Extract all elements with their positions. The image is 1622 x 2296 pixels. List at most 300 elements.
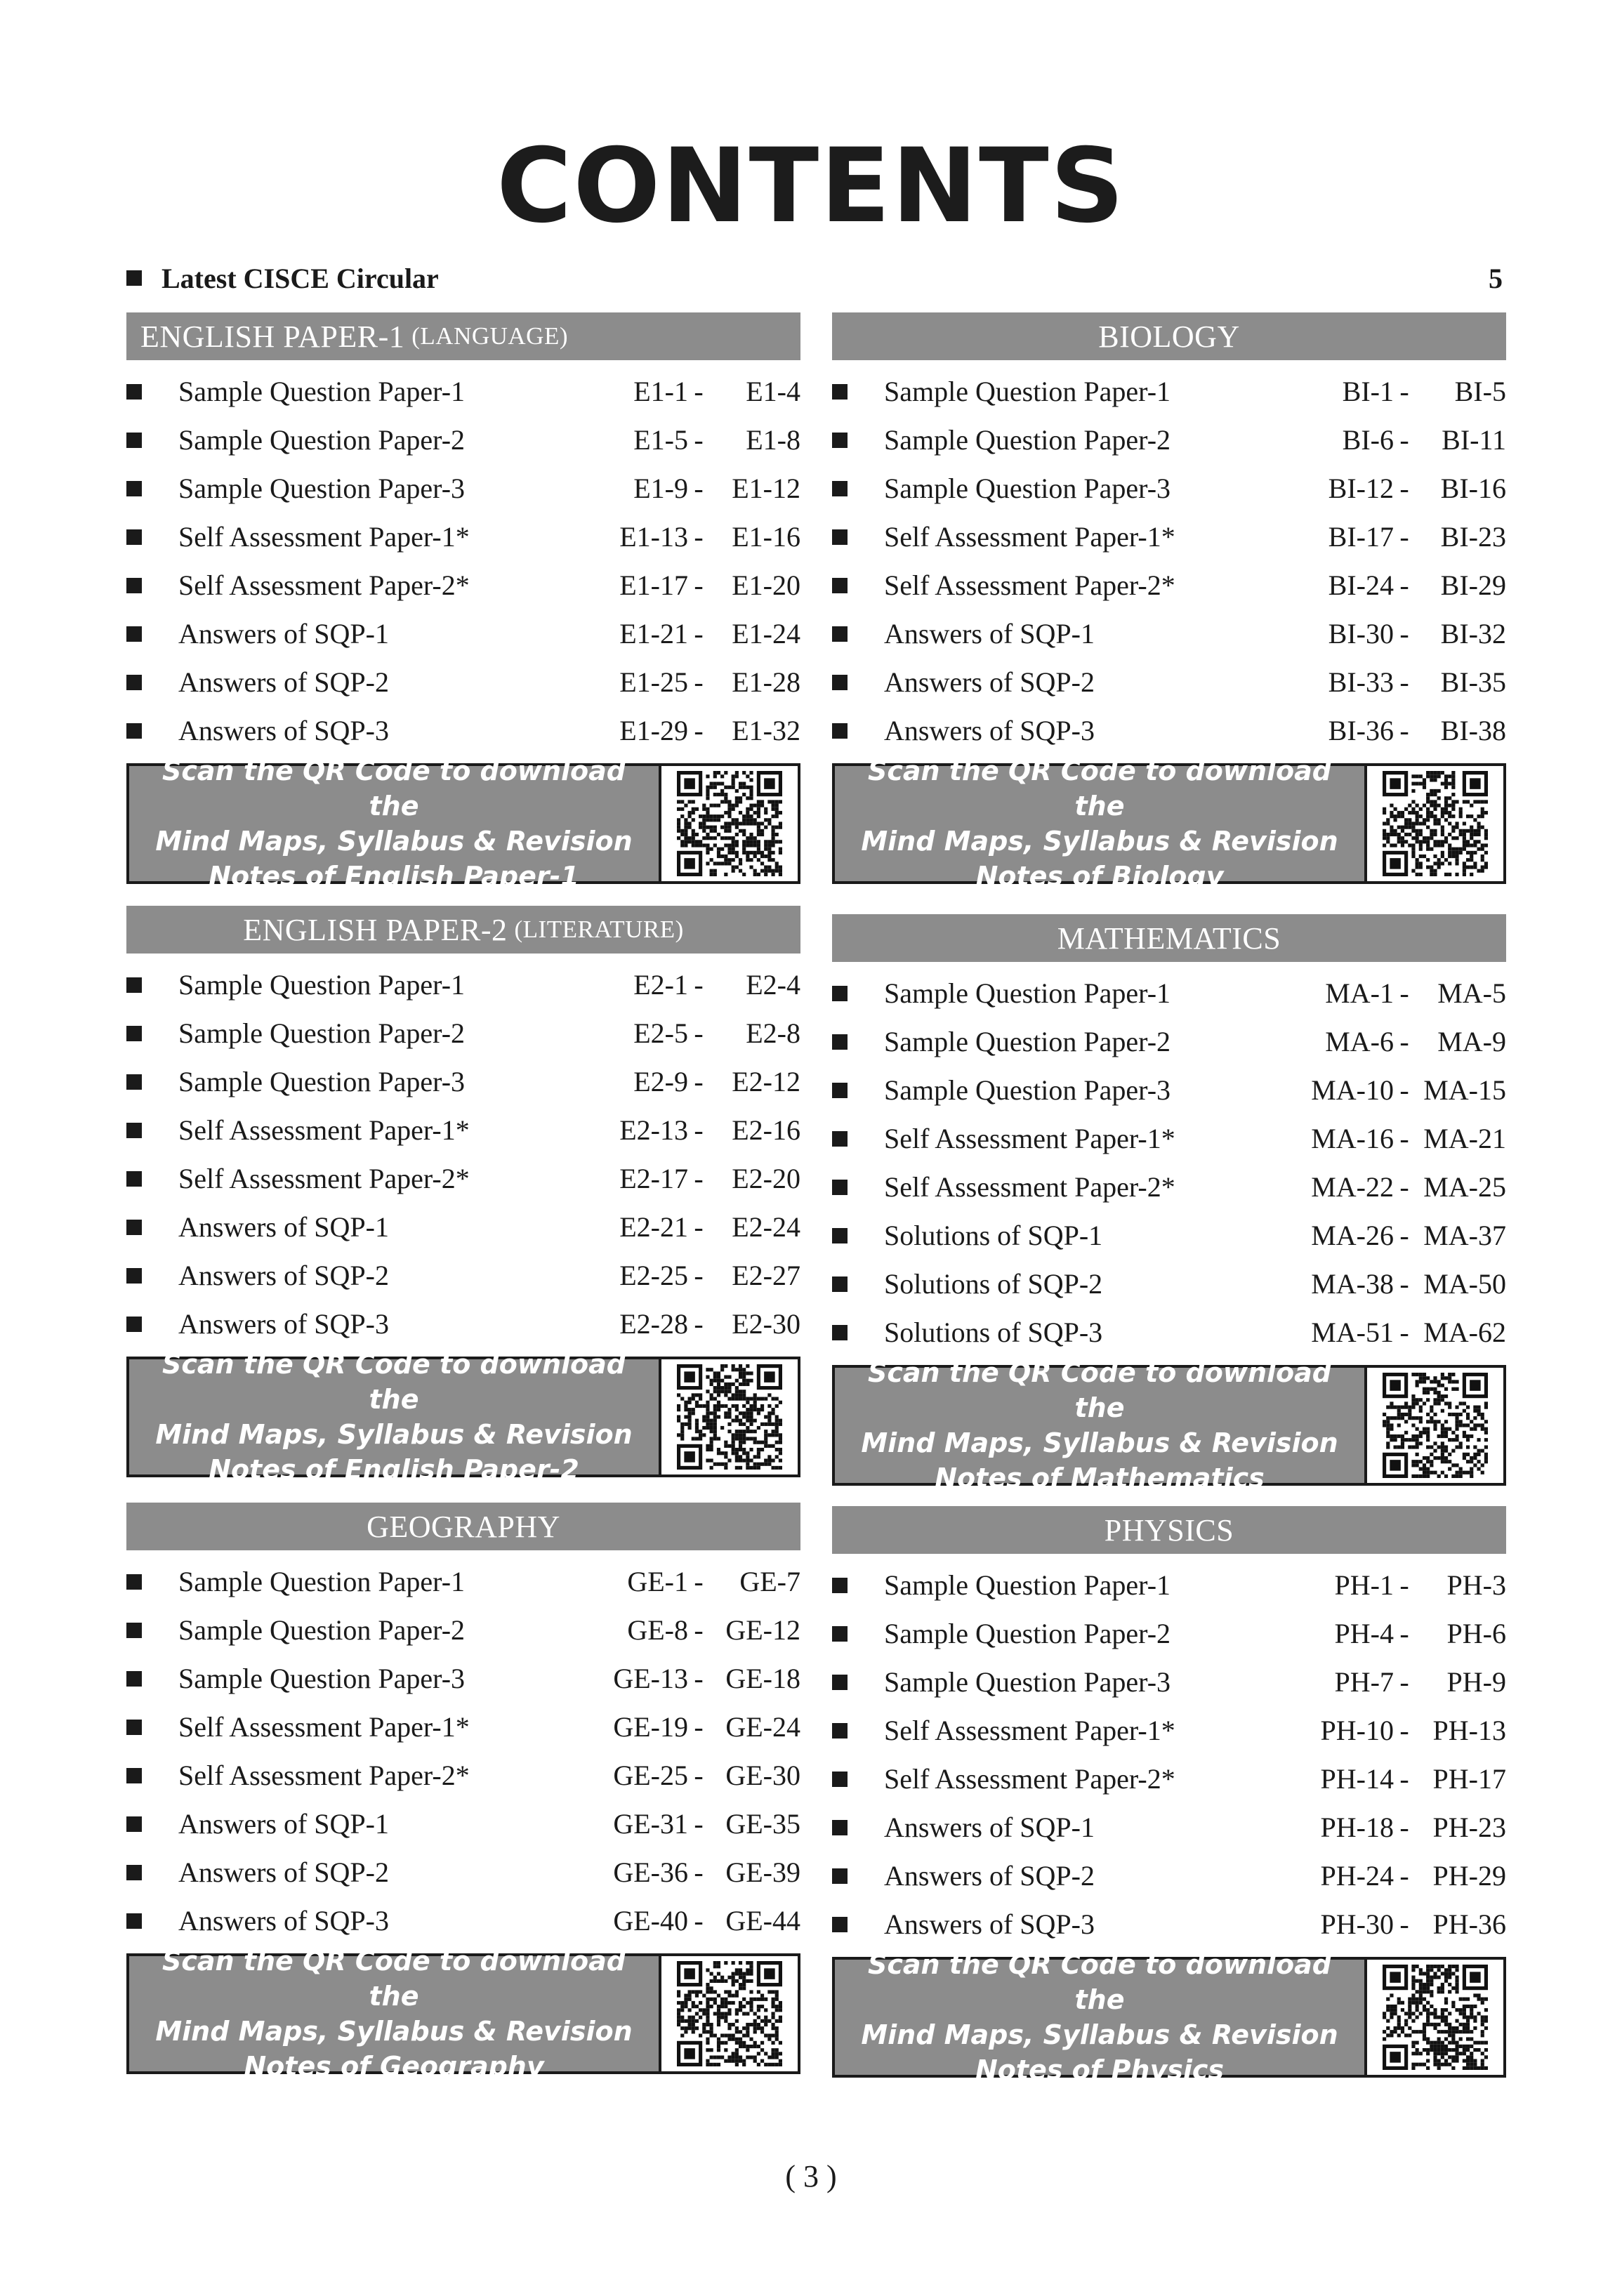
page-range-start: GE-19 <box>613 1711 688 1743</box>
page-range-end: E2-20 <box>732 1163 800 1194</box>
range-separator: - <box>1399 1268 1409 1300</box>
page-range-start: PH-24 <box>1320 1860 1394 1892</box>
row-label: Answers of SQP-1 <box>178 618 389 649</box>
page-range-start: GE-25 <box>613 1760 688 1791</box>
page-range-start: GE-31 <box>613 1808 688 1840</box>
range-separator: - <box>694 1066 704 1097</box>
page-range-end: E2-30 <box>732 1308 800 1340</box>
square-bullet-icon <box>126 270 142 286</box>
page-range-start: GE-36 <box>613 1856 688 1888</box>
qr-caption-note: Notes of Geography <box>244 2051 544 2082</box>
qr-code-icon[interactable] <box>1367 1960 1503 2075</box>
page-number: ( 3 ) <box>785 2159 837 2193</box>
page-range-end: PH-29 <box>1432 1860 1506 1892</box>
contents-row[interactable] <box>832 416 1506 464</box>
square-bullet-icon <box>126 1671 142 1687</box>
page-range-start: PH-18 <box>1320 1812 1394 1843</box>
page-range-end: E2-27 <box>732 1260 800 1291</box>
contents-row[interactable] <box>832 658 1506 706</box>
section-subtitle: (LANGUAGE) <box>411 322 568 350</box>
qr-caption-line: Scan the QR Code to download the <box>868 1949 1331 2015</box>
contents-row[interactable] <box>126 1251 800 1300</box>
page-range-end: PH-17 <box>1432 1763 1506 1795</box>
range-separator: - <box>1399 1812 1409 1843</box>
range-separator: - <box>1399 1763 1409 1795</box>
range-separator: - <box>1399 1220 1409 1251</box>
row-label: Self Assessment Paper-2* <box>884 1171 1175 1203</box>
range-separator: - <box>1399 1123 1409 1154</box>
row-label: Sample Question Paper-2 <box>178 1614 466 1646</box>
square-bullet-icon <box>126 1623 142 1638</box>
square-bullet-icon <box>126 1317 142 1332</box>
qr-caption <box>835 1357 1367 1493</box>
row-label: Sample Question Paper-3 <box>884 473 1171 504</box>
contents-list <box>126 367 800 755</box>
page-range-end: MA-25 <box>1423 1171 1506 1203</box>
page-range-start: E1-5 <box>633 424 688 456</box>
row-label: Sample Question Paper-1 <box>178 1566 466 1597</box>
contents-row[interactable] <box>126 1154 800 1203</box>
range-separator: - <box>694 1163 704 1194</box>
contents-row[interactable] <box>126 1848 800 1896</box>
qr-code-icon[interactable] <box>661 766 798 881</box>
page-range-end: E1-24 <box>732 618 800 649</box>
page-range-end: GE-24 <box>725 1711 800 1743</box>
page-range-end: BI-5 <box>1454 376 1506 407</box>
qr-download-box[interactable] <box>832 1949 1506 2085</box>
qr-code-graphic <box>677 1364 782 1470</box>
contents-row[interactable] <box>126 561 800 609</box>
square-bullet-icon <box>832 384 848 400</box>
qr-code-icon[interactable] <box>661 1359 798 1474</box>
row-label: Self Assessment Paper-1* <box>884 1123 1175 1154</box>
page-range-end: BI-11 <box>1442 424 1506 456</box>
contents-row[interactable] <box>832 561 1506 609</box>
contents-row[interactable] <box>832 367 1506 416</box>
row-label: Solutions of SQP-2 <box>884 1268 1103 1300</box>
contents-row[interactable] <box>126 464 800 513</box>
qr-download-box[interactable] <box>126 756 800 892</box>
page-range-end: E2-4 <box>746 969 800 1001</box>
contents-row[interactable] <box>832 706 1506 755</box>
range-separator: - <box>694 473 704 504</box>
qr-download-box[interactable] <box>126 1946 800 2082</box>
qr-download-box[interactable] <box>832 1357 1506 1493</box>
qr-caption-note: Notes of English Paper-1 <box>209 861 579 892</box>
contents-row[interactable] <box>126 1300 800 1348</box>
qr-caption <box>835 756 1367 892</box>
qr-caption-line: Mind Maps, Syllabus & Revision <box>861 2019 1338 2050</box>
square-bullet-icon <box>126 433 142 448</box>
contents-row[interactable] <box>832 1211 1506 1260</box>
page-range-end: MA-15 <box>1423 1074 1506 1106</box>
row-label: Self Assessment Paper-1* <box>884 1715 1175 1746</box>
contents-row[interactable] <box>832 1900 1506 1948</box>
qr-caption-line: Scan the QR Code to download the <box>868 1357 1331 1423</box>
page-range-start: E2-25 <box>619 1260 688 1291</box>
range-separator: - <box>1399 1666 1409 1698</box>
page-range-end: BI-16 <box>1440 473 1506 504</box>
row-label: Answers of SQP-3 <box>178 1905 389 1937</box>
page-range-end: BI-23 <box>1440 521 1506 553</box>
section-header <box>126 312 800 360</box>
range-separator: - <box>1399 521 1409 553</box>
row-label: Answers of SQP-2 <box>178 1260 389 1291</box>
contents-row[interactable] <box>832 464 1506 513</box>
square-bullet-icon <box>832 986 848 1001</box>
section-geography <box>126 1503 800 2082</box>
page-range-start: E2-5 <box>633 1017 688 1049</box>
row-label: Self Assessment Paper-2* <box>178 1760 470 1791</box>
page-range-end: PH-23 <box>1432 1812 1506 1843</box>
range-separator: - <box>694 1711 704 1743</box>
contents-row[interactable] <box>832 1561 1506 1609</box>
circular-entry[interactable] <box>126 258 1503 298</box>
page-range-start: GE-13 <box>613 1663 688 1694</box>
page-range-start: MA-1 <box>1325 977 1394 1009</box>
page-range-start: MA-51 <box>1311 1317 1394 1348</box>
page-range-start: E1-25 <box>619 666 688 698</box>
contents-row[interactable] <box>126 1557 800 1606</box>
section-title: ENGLISH PAPER-2 <box>243 912 508 947</box>
row-label: Sample Question Paper-3 <box>884 1666 1171 1698</box>
qr-code-icon[interactable] <box>661 1956 798 2071</box>
range-separator: - <box>694 666 704 698</box>
section-title: MATHEMATICS <box>1057 921 1281 956</box>
page-range-end: PH-3 <box>1446 1569 1506 1601</box>
page-range-start: GE-1 <box>627 1566 688 1597</box>
contents-list <box>126 1557 800 1945</box>
page-range-start: E2-9 <box>633 1066 688 1097</box>
square-bullet-icon <box>832 1228 848 1243</box>
section-header <box>126 906 800 954</box>
square-bullet-icon <box>126 1865 142 1880</box>
square-bullet-icon <box>126 384 142 400</box>
row-label: Answers of SQP-3 <box>884 715 1095 746</box>
contents-row[interactable] <box>832 513 1506 561</box>
page-range-end: E1-28 <box>732 666 800 698</box>
page-range-start: PH-30 <box>1320 1908 1394 1940</box>
row-label: Self Assessment Paper-1* <box>178 1114 470 1146</box>
row-label: Answers of SQP-2 <box>178 666 389 698</box>
square-bullet-icon <box>126 1816 142 1832</box>
range-separator: - <box>694 1760 704 1791</box>
page-range-start: GE-40 <box>613 1905 688 1937</box>
row-label: Self Assessment Paper-2* <box>178 569 470 601</box>
page-range-start: E2-13 <box>619 1114 688 1146</box>
qr-code-graphic <box>1383 1965 1488 2070</box>
page-range-end: E1-12 <box>732 473 800 504</box>
page-range-start: BI-24 <box>1328 569 1394 601</box>
page-range-start: E1-21 <box>619 618 688 649</box>
qr-code-icon[interactable] <box>1367 1368 1503 1483</box>
page-range-start: E1-13 <box>619 521 688 553</box>
range-separator: - <box>694 1808 704 1840</box>
contents-row[interactable] <box>126 1654 800 1703</box>
page-range-start: MA-26 <box>1311 1220 1394 1251</box>
contents-row[interactable] <box>126 658 800 706</box>
row-label: Sample Question Paper-2 <box>884 1618 1171 1649</box>
range-separator: - <box>1399 376 1409 407</box>
page-range-start: PH-7 <box>1334 1666 1394 1698</box>
range-separator: - <box>1399 424 1409 456</box>
section-english-paper-2 <box>126 906 800 1485</box>
page-title: CONTENTS <box>496 126 1126 246</box>
page-range-end: E1-32 <box>732 715 800 746</box>
square-bullet-icon <box>126 1171 142 1187</box>
range-separator: - <box>694 1308 704 1340</box>
qr-caption-note: Notes of Biology <box>975 861 1224 892</box>
row-label: Sample Question Paper-1 <box>178 969 466 1001</box>
qr-caption-line: Mind Maps, Syllabus & Revision <box>861 826 1338 857</box>
page-range-end: MA-37 <box>1423 1220 1506 1251</box>
contents-row[interactable] <box>832 1066 1506 1114</box>
row-label: Sample Question Paper-1 <box>884 1569 1171 1601</box>
section-title: GEOGRAPHY <box>367 1509 560 1544</box>
section-header <box>832 1506 1506 1554</box>
page-range-start: GE-8 <box>627 1614 688 1646</box>
range-separator: - <box>1399 666 1409 698</box>
contents-row[interactable] <box>126 416 800 464</box>
contents-row[interactable] <box>832 1658 1506 1706</box>
square-bullet-icon <box>832 1578 848 1593</box>
page-range-end: GE-39 <box>725 1856 800 1888</box>
square-bullet-icon <box>832 1868 848 1884</box>
qr-caption-line: Mind Maps, Syllabus & Revision <box>155 2016 633 2047</box>
row-label: Solutions of SQP-3 <box>884 1317 1103 1348</box>
contents-row[interactable] <box>126 1057 800 1106</box>
page-range-start: MA-38 <box>1311 1268 1394 1300</box>
range-separator: - <box>694 1856 704 1888</box>
square-bullet-icon <box>832 529 848 545</box>
contents-row[interactable] <box>126 1751 800 1800</box>
square-bullet-icon <box>832 1820 848 1835</box>
square-bullet-icon <box>832 433 848 448</box>
qr-caption-note: Notes of Physics <box>975 2054 1225 2085</box>
contents-row[interactable] <box>832 1609 1506 1658</box>
square-bullet-icon <box>126 578 142 593</box>
row-label: Sample Question Paper-2 <box>884 1026 1171 1057</box>
contents-row[interactable] <box>832 1017 1506 1066</box>
contents-row[interactable] <box>126 609 800 658</box>
range-separator: - <box>694 1017 704 1049</box>
contents-row[interactable] <box>126 1703 800 1751</box>
page-range-end: E1-4 <box>746 376 800 407</box>
page-range-start: E2-17 <box>619 1163 688 1194</box>
qr-download-box[interactable] <box>126 1349 800 1485</box>
page-range-start: PH-1 <box>1334 1569 1394 1601</box>
contents-row[interactable] <box>126 1203 800 1251</box>
page-range-end: BI-32 <box>1440 618 1506 649</box>
page-range-end: GE-18 <box>725 1663 800 1694</box>
contents-row[interactable] <box>126 706 800 755</box>
range-separator: - <box>1399 1618 1409 1649</box>
page-range-end: MA-21 <box>1423 1123 1506 1154</box>
qr-caption-line: Scan the QR Code to download the <box>162 1946 626 2012</box>
page-range-start: MA-10 <box>1311 1074 1394 1106</box>
page-range-start: E1-9 <box>633 473 688 504</box>
contents-row[interactable] <box>832 609 1506 658</box>
contents-row[interactable] <box>126 1106 800 1154</box>
qr-caption-line: Scan the QR Code to download the <box>162 1349 626 1415</box>
contents-row[interactable] <box>832 1803 1506 1852</box>
section-header <box>832 312 1506 360</box>
range-separator: - <box>694 1211 704 1243</box>
range-separator: - <box>1399 1026 1409 1057</box>
page-range-end: GE-44 <box>725 1905 800 1937</box>
page-range-end: PH-13 <box>1432 1715 1506 1746</box>
qr-caption-line: Mind Maps, Syllabus & Revision <box>155 1419 633 1450</box>
page-range-start: PH-14 <box>1320 1763 1394 1795</box>
page-range-start: PH-10 <box>1320 1715 1394 1746</box>
square-bullet-icon <box>832 481 848 496</box>
row-label: Sample Question Paper-2 <box>178 424 466 456</box>
page-range-start: BI-1 <box>1342 376 1394 407</box>
qr-code-graphic <box>1383 1373 1488 1478</box>
range-separator: - <box>694 521 704 553</box>
square-bullet-icon <box>126 1026 142 1041</box>
row-label: Sample Question Paper-2 <box>884 424 1171 456</box>
row-label: Self Assessment Paper-2* <box>884 569 1175 601</box>
contents-row[interactable] <box>832 1163 1506 1211</box>
qr-code-graphic <box>677 1961 782 2066</box>
page-range-start: BI-30 <box>1328 618 1394 649</box>
qr-download-box[interactable] <box>832 756 1506 892</box>
row-label: Sample Question Paper-3 <box>178 1066 466 1097</box>
contents-row[interactable] <box>126 513 800 561</box>
row-label: Sample Question Paper-3 <box>178 473 466 504</box>
contents-row[interactable] <box>126 1896 800 1945</box>
range-separator: - <box>694 569 704 601</box>
square-bullet-icon <box>832 1131 848 1147</box>
row-label: Answers of SQP-2 <box>178 1856 389 1888</box>
contents-row[interactable] <box>832 1852 1506 1900</box>
row-label: Answers of SQP-1 <box>178 1808 389 1840</box>
qr-caption-note: Notes of Mathematics <box>935 1463 1265 1493</box>
square-bullet-icon <box>832 1772 848 1787</box>
contents-row[interactable] <box>832 1260 1506 1308</box>
page-range-end: E1-16 <box>732 521 800 553</box>
row-label: Solutions of SQP-1 <box>884 1220 1103 1251</box>
row-label: Sample Question Paper-3 <box>884 1074 1171 1106</box>
contents-row[interactable] <box>832 1755 1506 1803</box>
section-title: PHYSICS <box>1104 1512 1234 1548</box>
contents-row[interactable] <box>126 1800 800 1848</box>
row-label: Self Assessment Paper-1* <box>178 1711 470 1743</box>
row-label: Sample Question Paper-1 <box>884 977 1171 1009</box>
page-range-end: E1-8 <box>746 424 800 456</box>
section-subtitle: (LITERATURE) <box>514 916 684 943</box>
page-range-end: GE-7 <box>739 1566 800 1597</box>
page-range-start: BI-33 <box>1328 666 1394 698</box>
page-range-end: PH-6 <box>1446 1618 1506 1649</box>
contents-row[interactable] <box>832 1706 1506 1755</box>
page-range-start: E2-28 <box>619 1308 688 1340</box>
row-label: Sample Question Paper-1 <box>884 376 1171 407</box>
page-range-start: BI-17 <box>1328 521 1394 553</box>
section-header <box>832 914 1506 962</box>
row-label: Sample Question Paper-2 <box>178 1017 466 1049</box>
square-bullet-icon <box>126 626 142 642</box>
row-label: Answers of SQP-1 <box>884 618 1095 649</box>
qr-caption-line: Mind Maps, Syllabus & Revision <box>155 826 633 857</box>
qr-caption-line: Mind Maps, Syllabus & Revision <box>861 1427 1338 1458</box>
contents-row[interactable] <box>126 367 800 416</box>
square-bullet-icon <box>832 1626 848 1642</box>
page-range-end: GE-12 <box>725 1614 800 1646</box>
contents-list <box>832 969 1506 1357</box>
contents-row[interactable] <box>126 1009 800 1057</box>
range-separator: - <box>1399 1569 1409 1601</box>
range-separator: - <box>1399 569 1409 601</box>
square-bullet-icon <box>126 529 142 545</box>
page-range-end: MA-62 <box>1423 1317 1506 1348</box>
row-label: Answers of SQP-1 <box>178 1211 389 1243</box>
qr-code-icon[interactable] <box>1367 766 1503 881</box>
square-bullet-icon <box>126 675 142 690</box>
square-bullet-icon <box>832 626 848 642</box>
page-range-end: BI-38 <box>1440 715 1506 746</box>
contents-row[interactable] <box>126 961 800 1009</box>
range-separator: - <box>1399 473 1409 504</box>
range-separator: - <box>694 1905 704 1937</box>
page-range-end: E2-8 <box>746 1017 800 1049</box>
square-bullet-icon <box>126 977 142 993</box>
square-bullet-icon <box>832 1917 848 1932</box>
section-title: ENGLISH PAPER-1 <box>140 319 405 354</box>
range-separator: - <box>694 1566 704 1597</box>
page-range-start: BI-12 <box>1328 473 1394 504</box>
row-label: Answers of SQP-2 <box>884 666 1095 698</box>
page-range-end: MA-9 <box>1437 1026 1506 1057</box>
square-bullet-icon <box>832 1276 848 1292</box>
contents-row[interactable] <box>832 1114 1506 1163</box>
section-english-paper-1 <box>126 312 800 892</box>
contents-list <box>832 1561 1506 1948</box>
contents-row[interactable] <box>126 1606 800 1654</box>
row-label: Self Assessment Paper-1* <box>884 521 1175 553</box>
qr-caption-note: Notes of English Paper-2 <box>209 1454 579 1485</box>
page-range-start: E2-1 <box>633 969 688 1001</box>
range-separator: - <box>694 715 704 746</box>
circular-label: Latest CISCE Circular <box>161 262 439 294</box>
page-range-end: PH-36 <box>1432 1908 1506 1940</box>
page-range-start: BI-6 <box>1342 424 1394 456</box>
row-label: Answers of SQP-3 <box>178 715 389 746</box>
contents-row[interactable] <box>832 969 1506 1017</box>
page-range-start: E2-21 <box>619 1211 688 1243</box>
square-bullet-icon <box>832 1325 848 1340</box>
range-separator: - <box>694 1614 704 1646</box>
square-bullet-icon <box>832 1675 848 1690</box>
contents-row[interactable] <box>832 1308 1506 1357</box>
row-label: Answers of SQP-1 <box>884 1812 1095 1843</box>
range-separator: - <box>694 1663 704 1694</box>
page-range-end: E2-12 <box>732 1066 800 1097</box>
square-bullet-icon <box>832 1180 848 1195</box>
page-range-end: GE-30 <box>725 1760 800 1791</box>
page-range-start: MA-6 <box>1325 1026 1394 1057</box>
page-range-end: GE-35 <box>725 1808 800 1840</box>
page-range-end: E2-16 <box>732 1114 800 1146</box>
page-range-end: E1-20 <box>732 569 800 601</box>
qr-caption-line: Scan the QR Code to download the <box>868 756 1331 822</box>
range-separator: - <box>1399 1171 1409 1203</box>
circular-page: 5 <box>1489 262 1503 294</box>
range-separator: - <box>694 1260 704 1291</box>
range-separator: - <box>694 424 704 456</box>
square-bullet-icon <box>126 1074 142 1090</box>
